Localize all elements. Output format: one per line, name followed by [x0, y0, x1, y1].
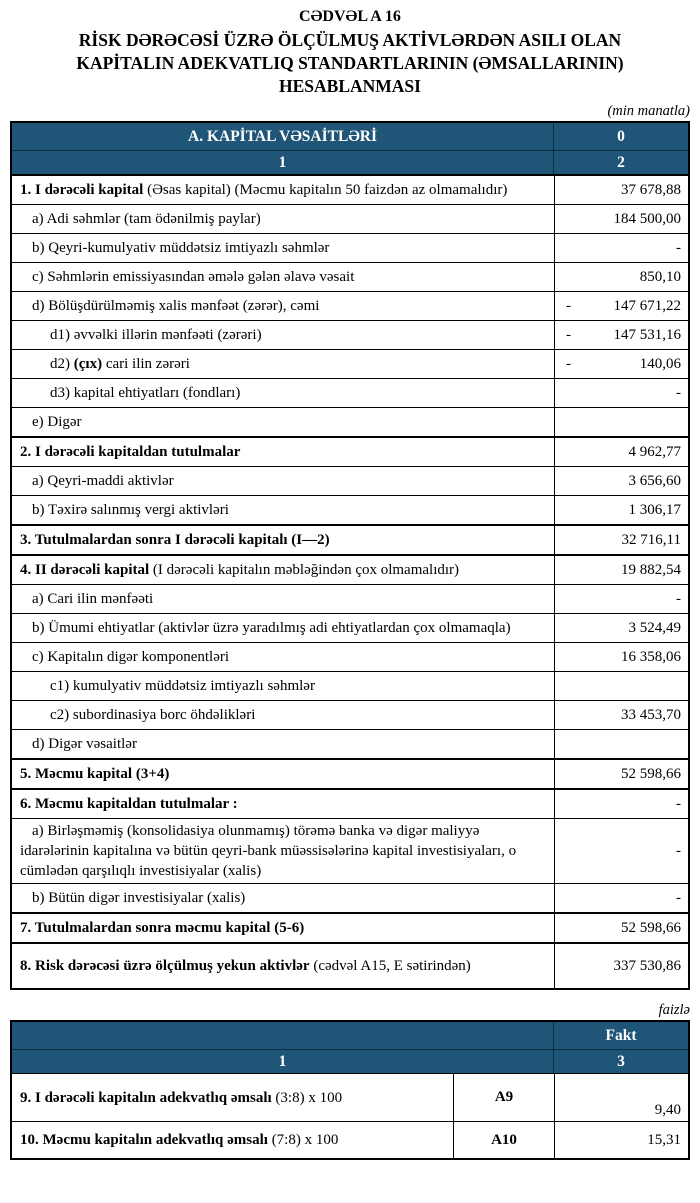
row-label-text: 4. II dərəcəli kapital	[20, 562, 150, 578]
row-label-text: d) Digər vəsaitlər	[32, 736, 137, 752]
table-row	[12, 729, 688, 758]
row-value	[554, 234, 688, 262]
row-label-text: c) Kapitalın digər komponentləri	[32, 649, 230, 665]
header-col-number: 2	[553, 151, 688, 174]
row-value	[554, 263, 688, 291]
table-row	[12, 262, 688, 291]
row-value	[554, 585, 688, 613]
row-label-text: d3) kapital ehtiyatları (fondları)	[50, 385, 241, 401]
document-title-line: HESABLANMASI	[279, 76, 421, 96]
row-label-text: (Əsas kapital) (Məcmu kapitalın 50 faizdən az olmamalıdır)	[143, 182, 508, 198]
row-label-text: 9. I dərəcəli kapitalın adekvatlıq əmsalı	[20, 1089, 272, 1106]
adequacy-ratios-table	[10, 1020, 690, 1160]
row-label	[12, 944, 554, 988]
row-label	[12, 467, 554, 495]
row-value	[554, 944, 688, 988]
minus-sign: -	[566, 355, 571, 372]
row-label	[12, 205, 554, 233]
row-value	[554, 643, 688, 671]
row-label	[12, 556, 554, 584]
table-row	[12, 642, 688, 671]
document-title	[10, 29, 690, 98]
value-number: 19 882,54	[621, 561, 681, 578]
row-value	[554, 790, 688, 818]
row-label-text: a) Cari ilin mənfəəti	[32, 591, 154, 607]
row-label-text: b) Ümumi ehtiyatlar (aktivlər üzrə yaradılmış adi ehtiyatlardan çox olmamaqla)	[32, 620, 511, 636]
table-row	[12, 912, 688, 942]
row-label-text: a) Adi səhmlər (tam ödənilmiş paylar)	[32, 211, 261, 227]
row-label-text: d2)	[50, 356, 74, 372]
row-code: A10	[453, 1122, 554, 1158]
row-label-text: 1. I dərəcəli kapital	[20, 182, 144, 198]
table-row	[12, 233, 688, 262]
row-label-text: 7. Tutulmalardan sonra məcmu kapital (5-6)	[20, 920, 305, 936]
row-label	[12, 819, 554, 883]
row-label	[12, 1074, 453, 1121]
value-number: 140,06	[639, 355, 681, 372]
row-value	[554, 379, 688, 407]
row-value	[554, 614, 688, 642]
row-value	[554, 292, 688, 320]
unit-note-top: (min manatla)	[607, 103, 690, 119]
row-value	[554, 672, 688, 700]
table-body	[12, 174, 688, 988]
document-title-line: KAPİTALIN ADEKVATLIQ STANDARTLARININ (ƏMSALLARININ)	[76, 53, 624, 73]
row-label-text: 10. Məcmu kapitalın adekvatlıq əmsalı	[20, 1132, 268, 1148]
row-label-text: d) Bölüşdürülməmiş xalis mənfəət (zərər), cəmi	[32, 298, 320, 314]
table-row	[12, 524, 688, 554]
table-row	[12, 204, 688, 233]
minus-sign: -	[566, 297, 571, 314]
table-code-title: CƏDVƏL A 16	[299, 8, 401, 25]
table-row	[12, 495, 688, 524]
row-label-text: a) Qeyri-maddi aktivlər	[32, 473, 174, 489]
row-label-text: 3. Tutulmalardan sonra I dərəcəli kapitalı (I—2)	[20, 532, 330, 548]
table-row	[12, 378, 688, 407]
row-value	[554, 914, 688, 942]
row-label-text: (3:8) x 100	[271, 1089, 343, 1106]
document-title-line: RİSK DƏRƏCƏSİ ÜZRƏ ÖLÇÜLMUŞ AKTİVLƏRDƏN ASILI OLAN	[78, 30, 622, 50]
row-label	[12, 292, 554, 320]
unit-note-bottom: faizlə	[658, 1002, 690, 1018]
capital-funds-table	[10, 121, 690, 990]
row-label-text: b) Təxirə salınmış vergi aktivləri	[32, 502, 229, 518]
row-label-text: c2) subordinasiya borc öhdəlikləri	[50, 707, 256, 723]
value-number: 850,10	[639, 268, 681, 285]
row-value	[554, 730, 688, 758]
header-col-number: 3	[553, 1050, 688, 1073]
table-header-row	[12, 150, 688, 174]
table-row	[12, 466, 688, 495]
row-label	[12, 263, 554, 291]
header-value-col: 0	[553, 123, 688, 150]
row-label-text: 2. I dərəcəli kapitaldan tutulmalar	[20, 444, 241, 460]
value-number: 4 962,77	[628, 443, 681, 460]
value-number: 337 530,86	[613, 957, 681, 974]
row-value	[554, 556, 688, 584]
header-empty-cell	[12, 1022, 553, 1049]
row-label	[12, 760, 554, 788]
row-label-text: 5. Məcmu kapital (3+4)	[20, 766, 170, 782]
table-row	[12, 320, 688, 349]
row-label	[12, 350, 554, 378]
row-label-text: c1) kumulyativ müddətsiz imtiyazlı səhmlər	[50, 678, 315, 694]
row-label	[12, 884, 554, 912]
value-number: 37 678,88	[621, 181, 681, 198]
value-number: -	[676, 842, 681, 859]
row-value	[554, 760, 688, 788]
table-row	[12, 883, 688, 912]
row-value	[554, 496, 688, 524]
table-row	[12, 758, 688, 788]
value-number: 15,31	[647, 1131, 681, 1148]
row-value	[554, 884, 688, 912]
row-label-text: (I dərəcəli kapitalın məbləğindən çox olmamalıdır)	[149, 562, 460, 578]
header-fact-col: Fakt	[553, 1022, 688, 1049]
value-number: 16 358,06	[621, 648, 681, 665]
row-label	[12, 176, 554, 204]
value-number: 3 524,49	[628, 619, 681, 636]
value-number: -	[676, 889, 681, 906]
table-row	[12, 291, 688, 320]
table-header-row	[12, 1022, 688, 1049]
row-label	[12, 643, 554, 671]
minus-sign: -	[566, 326, 571, 343]
table-row	[12, 613, 688, 642]
row-label-text: e) Digər	[32, 414, 82, 430]
row-label-text: cari ilin zərəri	[102, 356, 190, 372]
table-row	[12, 174, 688, 204]
value-number: 33 453,70	[621, 706, 681, 723]
row-label	[12, 730, 554, 758]
table-row	[12, 1121, 688, 1158]
value-number: -	[676, 795, 681, 812]
row-value	[554, 526, 688, 554]
header-col-number: 1	[278, 153, 287, 171]
table-row	[12, 436, 688, 466]
table-row	[12, 942, 688, 988]
table-header-row	[12, 1049, 688, 1073]
table-row	[12, 349, 688, 378]
row-value	[554, 176, 688, 204]
row-value	[554, 467, 688, 495]
row-label	[12, 790, 554, 818]
table-row	[12, 554, 688, 584]
value-number: -	[676, 239, 681, 256]
row-value	[554, 408, 688, 436]
table-row	[12, 818, 688, 883]
value-number: -	[676, 384, 681, 401]
row-label	[12, 438, 554, 466]
row-value	[554, 1122, 688, 1158]
row-label-text: (7:8) x 100	[267, 1132, 339, 1148]
row-label-text: c) Səhmlərin emissiyasından əmələ gələn əlavə vəsait	[32, 269, 355, 285]
row-label	[12, 914, 554, 942]
row-label	[12, 408, 554, 436]
row-label	[12, 526, 554, 554]
row-value	[554, 819, 688, 883]
row-label	[12, 701, 554, 729]
table-row	[12, 700, 688, 729]
value-number: 9,40	[654, 1102, 681, 1118]
row-label-text: 6. Məcmu kapitaldan tutulmalar :	[20, 796, 238, 812]
row-code: A9	[453, 1074, 554, 1121]
row-label-text: (çıx)	[73, 356, 103, 372]
value-number: 1 306,17	[628, 501, 681, 518]
row-value	[554, 205, 688, 233]
value-number: -	[676, 590, 681, 607]
row-label	[12, 496, 554, 524]
header-section-title: A. KAPİTAL VƏSAİTLƏRİ	[188, 127, 377, 145]
row-label-text: (cədvəl A15, E sətirindən)	[309, 958, 471, 974]
row-label-text: d1) əvvəlki illərin mənfəəti (zərəri)	[50, 327, 262, 343]
row-value	[554, 321, 688, 349]
table-body	[12, 1073, 688, 1158]
row-label-text: b) Qeyri-kumulyativ müddətsiz imtiyazlı səhmlər	[32, 240, 330, 256]
row-value	[554, 350, 688, 378]
value-number: 147 671,22	[613, 297, 681, 314]
row-value	[554, 701, 688, 729]
row-label-text: b) Bütün digər investisiyalar (xalis)	[32, 890, 246, 906]
row-label	[12, 614, 554, 642]
row-label-text: 8. Risk dərəcəsi üzrə ölçülmuş yekun aktivlər	[20, 958, 310, 974]
value-number: 184 500,00	[613, 210, 681, 227]
table-header-row	[12, 123, 688, 150]
row-value	[554, 438, 688, 466]
value-number: 32 716,11	[621, 531, 681, 548]
table-row	[12, 1073, 688, 1121]
header-col-number: 1	[278, 1052, 287, 1070]
row-value	[554, 1074, 688, 1121]
table-row	[12, 407, 688, 436]
value-number: 52 598,66	[621, 919, 681, 936]
value-number: 52 598,66	[621, 765, 681, 782]
row-label	[12, 1122, 453, 1158]
row-label	[12, 321, 554, 349]
row-label	[12, 585, 554, 613]
value-number: 3 656,60	[628, 472, 681, 489]
table-row	[12, 584, 688, 613]
table-row	[12, 671, 688, 700]
row-label	[12, 672, 554, 700]
row-label	[12, 234, 554, 262]
row-label	[12, 379, 554, 407]
value-number: 147 531,16	[613, 326, 681, 343]
table-row	[12, 788, 688, 818]
row-label-text: a) Birləşməmiş (konsolidasiya olunmamış) törəmə banka və digər maliyyə idarələrinin kapitalına və bütün qeyri-bank müəssisələrinə kapital investisiyaları, o cümlədən qarşılıqlı investisiyalar (xalis)	[20, 823, 517, 879]
